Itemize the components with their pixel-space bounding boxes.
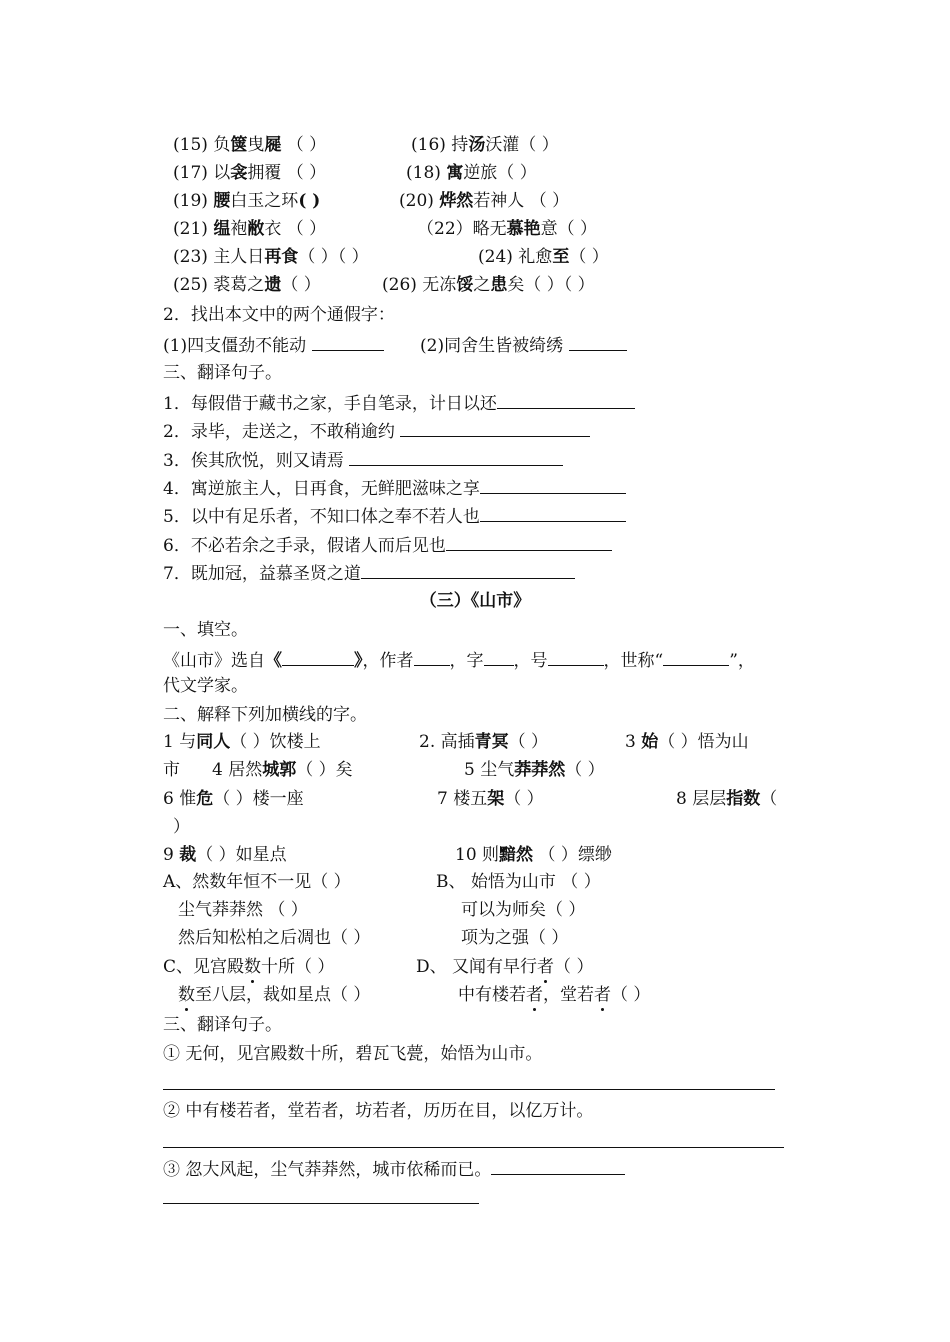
answer-blank[interactable] — [491, 1156, 625, 1175]
translate-6: 6．不必若余之手录，假诸人而后见也 — [163, 532, 612, 557]
q2-title: 2．找出本文中的两个通假字： — [163, 305, 395, 325]
option-b-3: 项为之强（ ） — [461, 928, 569, 948]
item-19: (19) 腰白玉之环( ) — [173, 191, 321, 211]
answer-blank[interactable] — [312, 332, 384, 351]
item-17: (17) 以衾拥覆 （ ） — [173, 163, 327, 183]
translate-3-2: ② 中有楼若者，堂若者，坊若者，历历在目，以亿万计。 — [163, 1101, 594, 1121]
explain-3: 3 始（ ）悟为山 — [625, 732, 749, 752]
explain-7: 7 楼五架（ ） — [437, 789, 544, 809]
answer-blank[interactable] — [480, 475, 626, 494]
translate-heading-2: 三、翻译句子。 — [163, 1015, 282, 1035]
answer-blank[interactable] — [361, 560, 575, 579]
section-heading: （三）《山市》 — [419, 591, 531, 611]
translate-4: 4．寓逆旅主人，日再食，无鲜肥滋味之享 — [163, 475, 626, 500]
item-21: (21) 缊袍敝衣 （ ） — [173, 219, 327, 239]
item-20: (20) 烨然若神人 （ ） — [399, 191, 570, 211]
answer-blank[interactable] — [446, 532, 612, 551]
explain-8-cont: ） — [173, 817, 190, 837]
item-23: (23) 主人日再食（ ）（ ） — [173, 247, 369, 267]
explain-5: 5 尘气莽莽然（ ） — [464, 760, 605, 780]
answer-blank[interactable] — [484, 647, 514, 666]
option-b-2: 可以为师矣（ ） — [461, 900, 586, 920]
item-26: (26) 无冻馁之患矣（ ）（ ） — [382, 275, 595, 295]
explain-8: 8 层层指数（ — [676, 789, 778, 809]
translate-5: 5．以中有足乐者，不知口体之奉不若人也 — [163, 503, 626, 528]
option-d-1: D、 又闻有早行者（ ） — [416, 957, 594, 977]
translate-3-3: ③ 忽大风起，尘气莽莽然，城市依稀而已。 — [163, 1156, 625, 1181]
explain-10: 10 则黯然 （ ）缥缈 — [455, 845, 612, 865]
answer-blank[interactable] — [497, 390, 635, 409]
option-a-1: A、然数年恒不一见（ ） — [163, 872, 351, 892]
translate-heading: 三、翻译句子。 — [163, 363, 282, 383]
answer-blank[interactable] — [663, 647, 729, 666]
item-16: (16) 持汤沃灌（ ） — [411, 135, 559, 155]
answer-blank[interactable] — [400, 418, 590, 437]
option-b-1: B、 始悟为山市 （ ） — [436, 872, 601, 892]
answer-blank[interactable] — [349, 447, 563, 466]
item-24: (24) 礼愈至（ ） — [478, 247, 609, 267]
item-25: (25) 裘葛之遗（ ） — [173, 275, 321, 295]
answer-blank[interactable] — [414, 647, 450, 666]
translate-3: 3．俟其欣悦，则又请焉 — [163, 447, 563, 472]
q2-a: (1)四支僵劲不能动 — [163, 332, 384, 357]
explain-heading: 二、解释下列加横线的字。 — [163, 705, 367, 725]
translate-7: 7．既加冠，益慕圣贤之道 — [163, 560, 575, 585]
translate-2: 2．录毕，走送之，不敢稍逾约 — [163, 418, 590, 443]
fill-line: 《山市》选自《 》，作者 ，字 ，号 ，世称“ ”， — [163, 647, 755, 672]
option-a-3: 然后知松柏之后凋也（ ） — [178, 928, 371, 948]
explain-4: 4 居然城郭（ ）矣 — [212, 760, 353, 780]
translate-3-1: ① 无何，见宫殿数十所，碧瓦飞甍，始悟为山市。 — [163, 1044, 543, 1064]
item-15: (15) 负箧曳屣 （ ） — [173, 135, 327, 155]
explain-3-cont: 市 — [163, 760, 180, 780]
explain-1: 1 与同人（ ）饮楼上 — [163, 732, 321, 752]
explain-9: 9 裁（ ）如星点 — [163, 845, 287, 865]
answer-blank[interactable] — [282, 647, 354, 666]
answer-blank[interactable] — [480, 503, 626, 522]
explain-2: 2. 高插青冥（ ） — [419, 732, 549, 752]
item-18: (18) 寓逆旅（ ） — [406, 163, 537, 183]
answer-line[interactable] — [163, 1203, 479, 1204]
option-c-1: C、见宫殿数十所（ ） — [163, 957, 335, 977]
translate-1: 1．每假借于藏书之家，手自笔录，计日以还 — [163, 390, 635, 415]
explain-6: 6 惟危（ ）楼一座 — [163, 789, 304, 809]
fill-heading: 一、填空。 — [163, 620, 248, 640]
option-d-2: 中有楼若者，堂若者（ ） — [458, 985, 651, 1005]
answer-line[interactable] — [163, 1147, 784, 1148]
answer-line[interactable] — [163, 1089, 775, 1090]
answer-blank[interactable] — [569, 332, 627, 351]
answer-blank[interactable] — [548, 647, 604, 666]
option-c-2: 数至八层，裁如星点（ ） — [178, 985, 371, 1005]
option-a-2: 尘气莽莽然 （ ） — [178, 900, 308, 920]
fill-line-2: 代文学家。 — [163, 676, 248, 696]
item-22: （22）略无慕艳意（ ） — [417, 219, 598, 239]
q2-b: (2)同舍生皆被绮绣 — [420, 332, 627, 357]
